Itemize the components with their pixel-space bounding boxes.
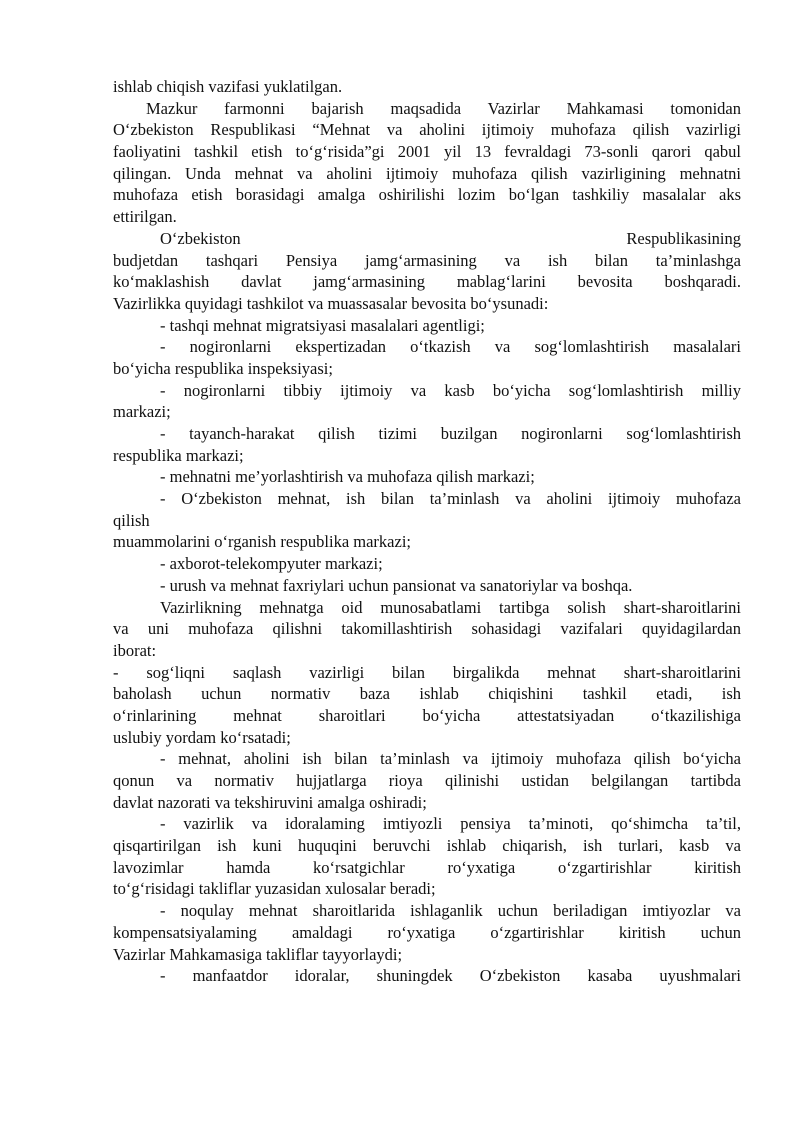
text-line: - manfaatdor idoralar, shuningdek O‘zbekiston kasaba uyushmalari [160, 966, 741, 986]
text-line: uslubiy yordam ko‘rsatadi; [113, 727, 291, 747]
text-line: muhofaza etish borasidagi amalga oshirilishi lozim bo‘lgan tashkiliy masalalar aks [113, 185, 741, 205]
text-line: davlat nazorati va tekshiruvini amalga oshiradi; [113, 792, 427, 812]
text-line: O‘zbekiston Respublikasining [160, 228, 741, 248]
text-line: - mehnat, aholini ish bilan ta’minlash va ijtimoiy muhofaza qilish bo‘yicha [160, 749, 741, 769]
text-line: qilish [113, 510, 150, 530]
text-line: muammolarini o‘rganish respublika markazi; [113, 532, 411, 552]
text-line: Vazirlikning mehnatga oid munosabatlami tartibga solish shart-sharoitlarini [160, 597, 741, 617]
text-line: iborat: [113, 640, 157, 660]
text-line: qonun va normativ hujjatlarga rioya qilinishi ustidan belgilangan tartibda [113, 771, 741, 790]
text-line: Vazirlikka quyidagi tashkilot va muassasalar bevosita bo‘ysunadi: [113, 293, 549, 313]
text-line: ishlab chiqish vazifasi yuklatilgan. [113, 77, 343, 96]
text-line: respublika markazi; [113, 445, 244, 465]
text-line: ko‘maklashish davlat jamg‘armasining mablag‘larini bevosita boshqaradi. [113, 272, 741, 292]
text-line: qisqartirilgan ish kuni huquqini beruvchi ishlab chiqarish, ish turlari, kasb va [113, 836, 741, 856]
text-line: - mehnatni me’yorlashtirish va muhofaza qilish markazi; [160, 467, 535, 487]
text-line: - tayanch-harakat qilish tizimi buzilgan nogironlarni sog‘lomlashtirish [160, 424, 741, 443]
document-page [113, 76, 741, 987]
text-line: faoliyatini tashkil etish to‘g‘risida”gi 2001 yil 13 fevraldagi 73-sonli qarori qabul [113, 142, 741, 162]
text-line: - O‘zbekiston mehnat, ish bilan ta’minlash va aholini ijtimoiy muhofaza [160, 489, 741, 509]
text-line: - noqulay mehnat sharoitlarida ishlaganlik uchun beriladigan imtiyozlar va [160, 901, 741, 921]
text-line: - urush va mehnat faxriylari uchun pansionat va sanatoriylar va boshqa. [160, 575, 633, 595]
text-line: - sog‘liqni saqlash vazirligi bilan birgalikda mehnat shart-sharoitlarini [113, 662, 741, 682]
text-line: bo‘yicha respublika inspeksiyasi; [113, 358, 333, 378]
text-line: - nogironlarni tibbiy ijtimoiy va kasb bo‘yicha sog‘lomlashtirish milliy [160, 380, 741, 400]
text-line: - vazirlik va idoralaming imtiyozli pensiya ta’minoti, qo‘shimcha ta’til, [160, 814, 741, 834]
text-line: - nogironlarni ekspertizadan o‘tkazish va sog‘lomlashtirish masalalari [160, 337, 741, 357]
text-line: budjetdan tashqari Pensiya jamg‘armasining va ish bilan ta’minlashga [113, 250, 741, 270]
text-line: qilingan. Unda mehnat va aholini ijtimoiy muhofaza qilish vazirligining mehnatni [113, 163, 741, 183]
text-line: o‘rinlarining mehnat sharoitlari bo‘yicha attestatsiyadan o‘tkazilishiga [113, 705, 741, 725]
text-line: O‘zbekiston Respublikasi “Mehnat va aholini ijtimoiy muhofaza qilish vazirligi [113, 120, 741, 140]
text-line: markazi; [113, 402, 171, 422]
text-line: ettirilgan. [113, 207, 177, 227]
text-line: Mazkur farmonni bajarish maqsadida Vazirlar Mahkamasi tomonidan [146, 98, 741, 118]
text-line: kompensatsiyalaming amaldagi ro‘yxatiga o‘zgartirishlar kiritish uchun [113, 922, 741, 942]
text-line: lavozimlar hamda ko‘rsatgichlar ro‘yxatiga o‘zgartirishlar kiritish [113, 857, 741, 877]
text-line: - tashqi mehnat migratsiyasi masalalari agentligi; [160, 315, 485, 335]
text-line: - axborot-telekompyuter markazi; [160, 554, 383, 574]
text-line: va uni muhofaza qilishni takomillashtirish sohasidagi vazifalari quyidagilardan [113, 619, 741, 639]
text-line: baholash uchun normativ baza ishlab chiqishini tashkil etadi, ish [113, 684, 741, 704]
text-line: to‘g‘risidagi takliflar yuzasidan xulosalar beradi; [113, 879, 436, 899]
text-line: Vazirlar Mahkamasiga takliflar tayyorlaydi; [113, 944, 403, 964]
